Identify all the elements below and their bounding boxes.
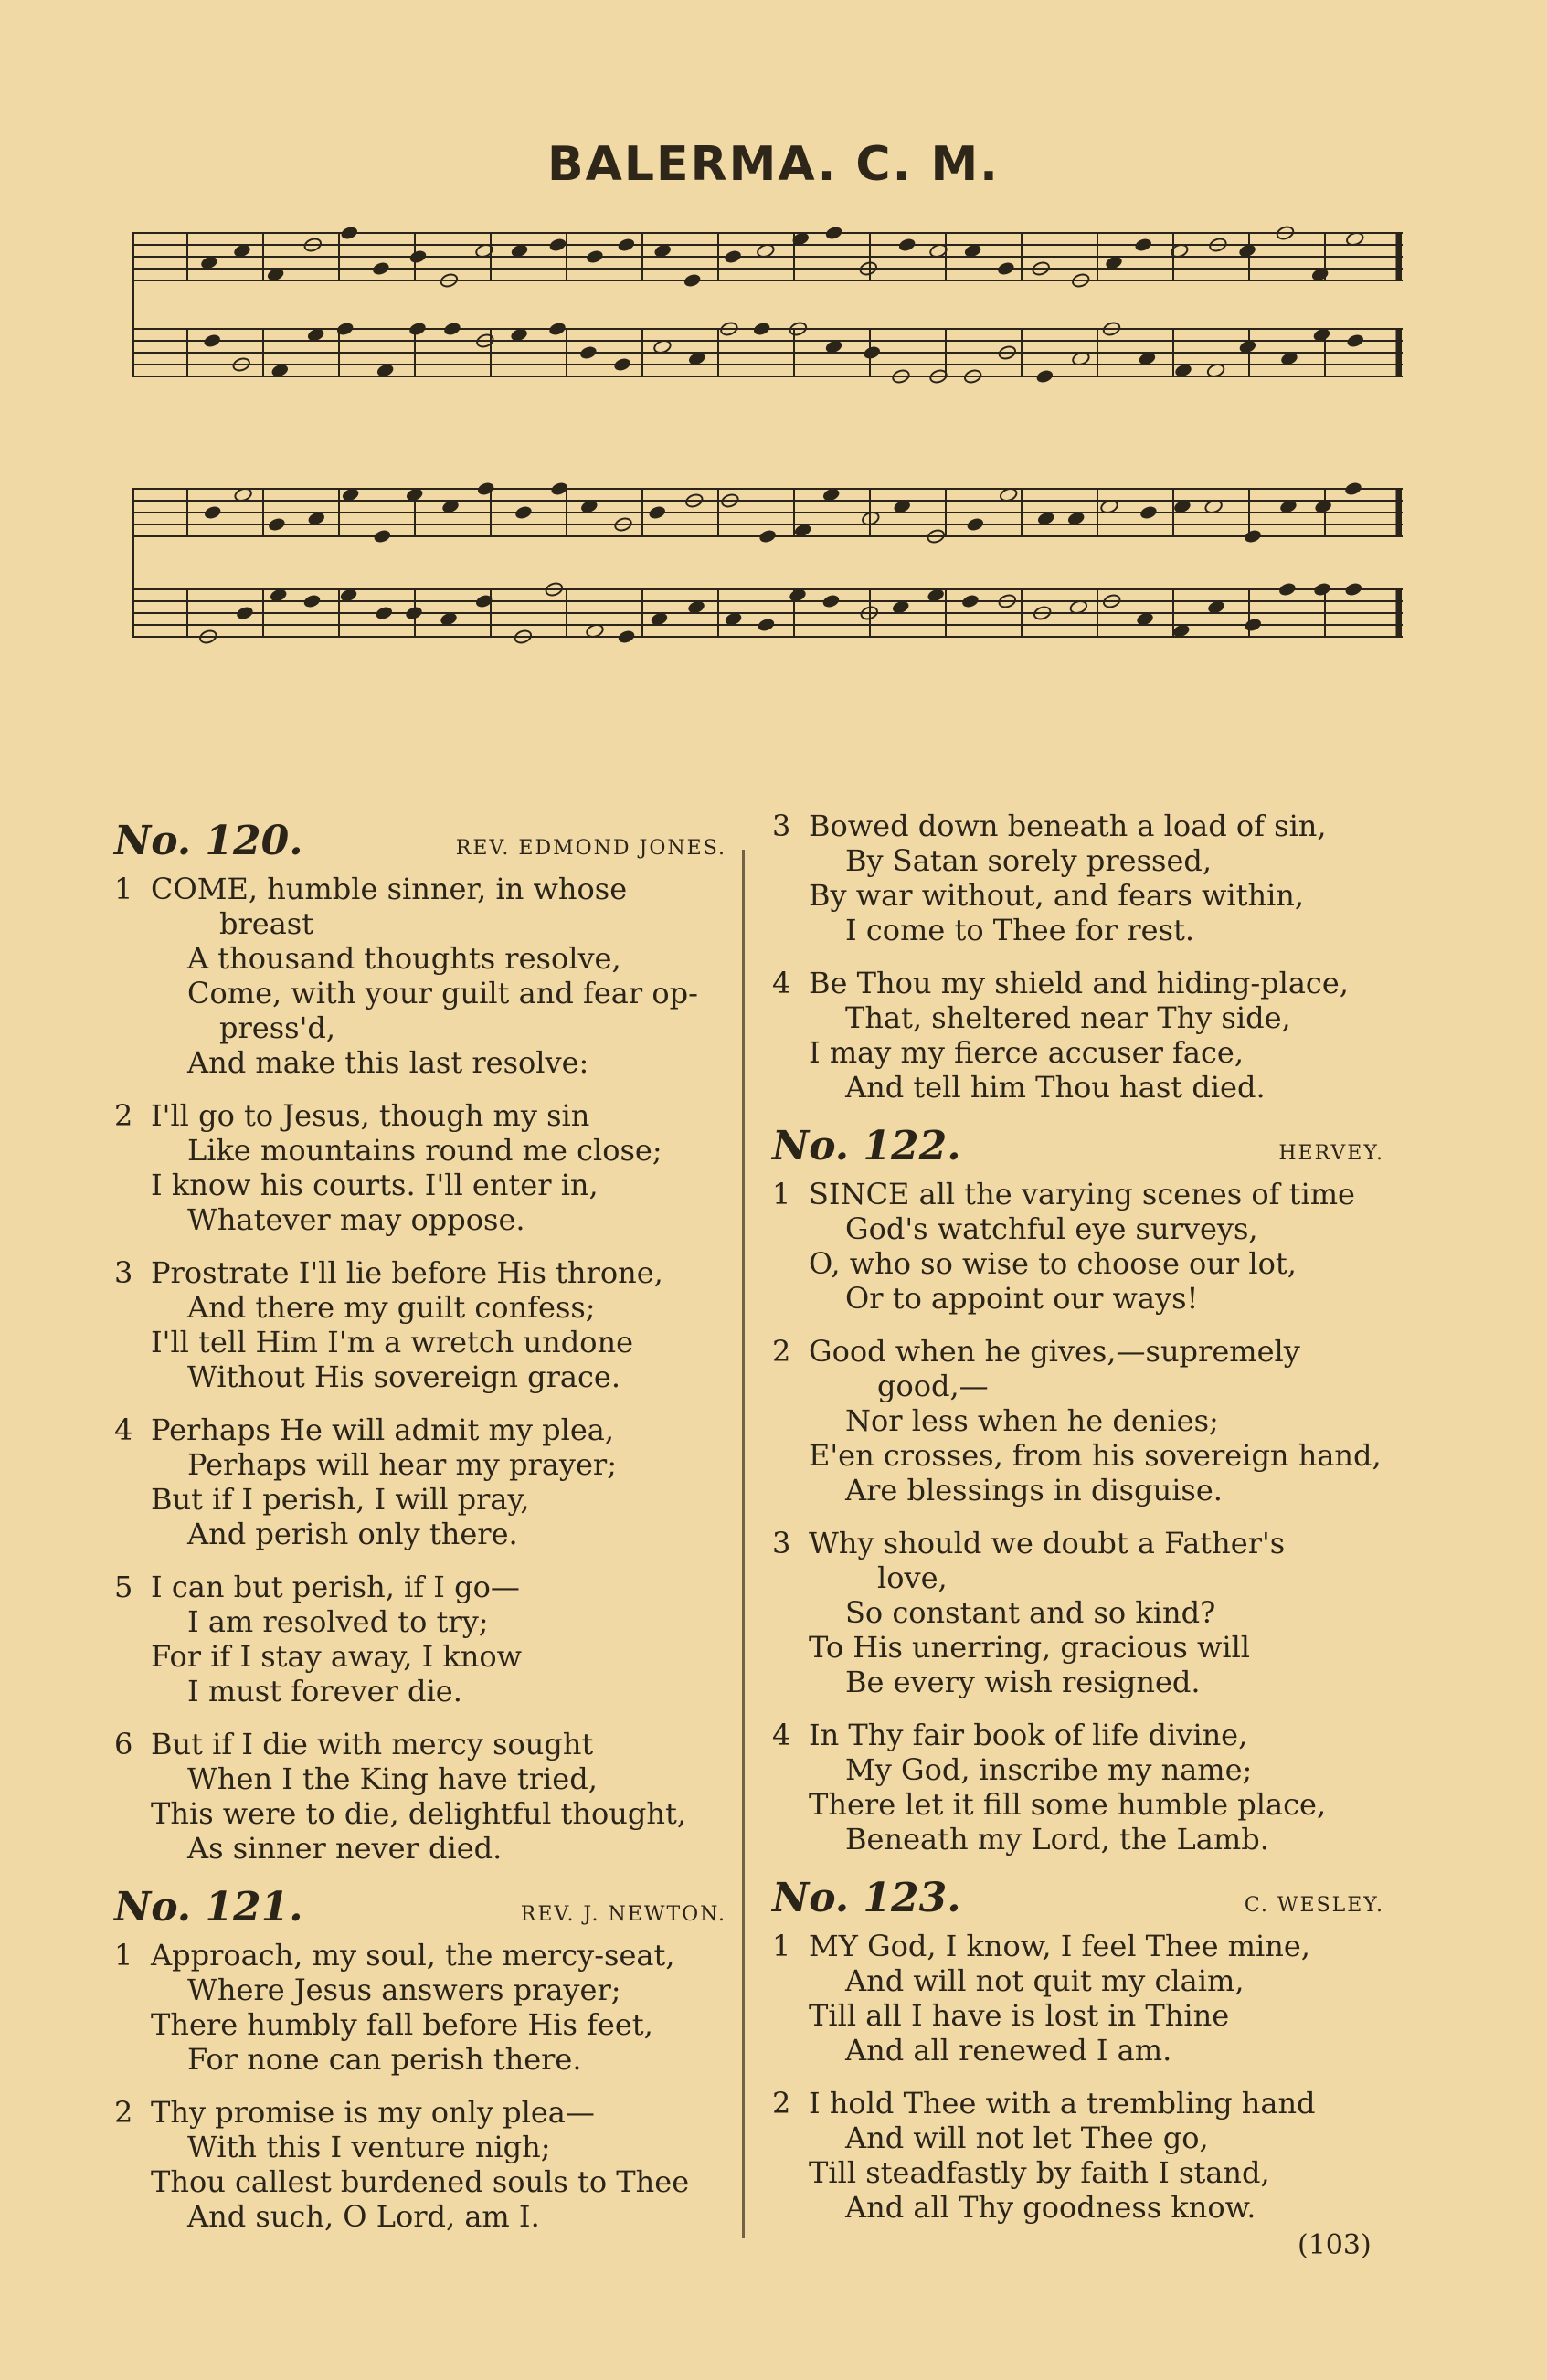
verse-number: 4 xyxy=(772,966,791,1000)
verse-line: Come, with your guilt and fear op- xyxy=(187,976,698,1010)
verse xyxy=(772,1718,1403,1856)
verse-line: I come to Thee for rest. xyxy=(845,913,1195,947)
hymn-author: C. WESLEY. xyxy=(1244,1894,1384,1917)
verse-line: Till all I have is lost in Thine xyxy=(809,1998,1230,2033)
verse-line: good,— xyxy=(877,1369,989,1403)
verse-line: Why should we doubt a Father's xyxy=(809,1526,1286,1560)
verse-line: Are blessings in disguise. xyxy=(845,1473,1223,1507)
verse-line: O, who so wise to choose our lot, xyxy=(809,1246,1297,1281)
verse-line: COME, humble sinner, in whose xyxy=(151,872,628,906)
verse-number: 1 xyxy=(114,872,133,906)
verse-line: I must forever die. xyxy=(187,1674,462,1708)
verse-line: And tell him Thou hast died. xyxy=(845,1070,1266,1105)
verse-line: But if I die with mercy sought xyxy=(151,1727,594,1761)
verse xyxy=(114,1938,745,2077)
verse-line: Prostrate I'll lie before His throne, xyxy=(151,1255,663,1290)
verse-line: I'll go to Jesus, though my sin xyxy=(151,1098,590,1133)
verse-line: There let it fill some humble place, xyxy=(809,1787,1327,1822)
verse-number: 2 xyxy=(772,1334,791,1369)
column-divider xyxy=(742,850,745,2238)
hymn-number: No. 123. xyxy=(772,1875,961,1921)
hymn-header xyxy=(772,1875,1403,1921)
verse-line: SINCE all the varying scenes of time xyxy=(809,1177,1355,1211)
verse-line: And will not let Thee go, xyxy=(845,2121,1209,2155)
right-column xyxy=(772,809,1403,2243)
verse xyxy=(114,1727,745,1866)
verse-number: 6 xyxy=(114,1727,133,1761)
verse xyxy=(772,809,1403,947)
verse-line: My God, inscribe my name; xyxy=(845,1752,1253,1787)
verse-line: There humbly fall before His feet, xyxy=(151,2007,653,2042)
verse-line: God's watchful eye surveys, xyxy=(845,1211,1258,1246)
verse-line: breast xyxy=(219,906,314,941)
hymn-number: No. 120. xyxy=(114,818,303,864)
tune-title: BALERMA. C. M. xyxy=(547,137,1000,192)
verse-line: Like mountains round me close; xyxy=(187,1133,662,1168)
verse xyxy=(114,872,745,1080)
verse-line: Approach, my soul, the mercy-seat, xyxy=(151,1938,675,1973)
verse-line: To His unerring, gracious will xyxy=(809,1630,1251,1665)
verse-line: I can but perish, if I go— xyxy=(151,1570,520,1604)
verse-line: I am resolved to try; xyxy=(187,1604,489,1639)
hymn-number: No. 122. xyxy=(772,1123,961,1169)
verse-line: Or to appoint our ways! xyxy=(845,1281,1199,1316)
verse-line: But if I perish, I will pray, xyxy=(151,1482,530,1517)
verse-line: By Satan sorely pressed, xyxy=(845,843,1213,878)
verse-number: 3 xyxy=(114,1255,133,1290)
verse-number: 5 xyxy=(114,1570,133,1604)
verse xyxy=(772,1334,1403,1507)
verse-line: press'd, xyxy=(219,1010,336,1045)
verse-line: And all renewed I am. xyxy=(845,2033,1172,2068)
verse-line: For none can perish there. xyxy=(187,2042,582,2077)
verse-line: Till steadfastly by faith I stand, xyxy=(809,2155,1270,2190)
hymn-header xyxy=(772,1123,1403,1169)
verse xyxy=(772,2086,1403,2225)
verse-line: E'en crosses, from his sovereign hand, xyxy=(809,1438,1382,1473)
verse-number: 1 xyxy=(772,1177,791,1211)
verse-line: Whatever may oppose. xyxy=(187,1202,525,1237)
verse-line: Perhaps He will admit my plea, xyxy=(151,1412,615,1447)
verse-line: MY God, I know, I feel Thee mine, xyxy=(809,1929,1310,1963)
verse-line: I may my fierce accuser face, xyxy=(809,1035,1244,1070)
verse-line: Beneath my Lord, the Lamb. xyxy=(845,1822,1269,1856)
verse-line: Bowed down beneath a load of sin, xyxy=(809,809,1327,843)
verse xyxy=(114,1255,745,1394)
verse-number: 3 xyxy=(772,1526,791,1560)
verse-line: Where Jesus answers prayer; xyxy=(187,1973,621,2007)
verse-line: This were to die, delightful thought, xyxy=(151,1796,686,1831)
verse-line: Perhaps will hear my prayer; xyxy=(187,1447,617,1482)
hymn-author: REV. EDMOND JONES. xyxy=(455,837,726,860)
verse-number: 2 xyxy=(772,2086,791,2121)
page-number: (103) xyxy=(1298,2229,1372,2261)
verse xyxy=(114,1412,745,1551)
verse-line: And make this last resolve: xyxy=(187,1045,589,1080)
verse-number: 4 xyxy=(114,1412,133,1447)
verse xyxy=(772,966,1403,1105)
verse xyxy=(114,1098,745,1237)
verse-line: Thou callest burdened souls to Thee xyxy=(151,2164,690,2199)
verse-line: And there my guilt confess; xyxy=(187,1290,596,1325)
verse-line: That, sheltered near Thy side, xyxy=(845,1000,1291,1035)
verse-number: 2 xyxy=(114,1098,133,1133)
verse-line: And perish only there. xyxy=(187,1517,518,1551)
hymn-header xyxy=(114,818,745,864)
verse-line: With this I venture nigh; xyxy=(187,2130,551,2164)
verse-line: I hold Thee with a trembling hand xyxy=(809,2086,1316,2121)
verse xyxy=(772,1526,1403,1699)
verse-line: Thy promise is my only plea— xyxy=(151,2095,595,2130)
verse-line: And all Thy goodness know. xyxy=(845,2190,1256,2225)
verse-line: Be every wish resigned. xyxy=(845,1665,1201,1699)
verse-line: Good when he gives,—supremely xyxy=(809,1334,1300,1369)
verse-line: love, xyxy=(877,1560,948,1595)
verse-line: A thousand thoughts resolve, xyxy=(187,941,621,976)
verse-line: In Thy fair book of life divine, xyxy=(809,1718,1248,1752)
verse-line: Nor less when he denies; xyxy=(845,1403,1219,1438)
verse-line: Without His sovereign grace. xyxy=(187,1359,620,1394)
hymn-author: REV. J. NEWTON. xyxy=(520,1903,726,1926)
verse xyxy=(114,1570,745,1708)
verse-number: 3 xyxy=(772,809,791,843)
verse-line: When I the King have tried, xyxy=(187,1761,598,1796)
verse xyxy=(772,1929,1403,2068)
verse-line: For if I stay away, I know xyxy=(151,1639,523,1674)
verse xyxy=(772,1177,1403,1316)
music-score xyxy=(132,196,1430,772)
hymn-author: HERVEY. xyxy=(1278,1142,1384,1165)
verse-number: 1 xyxy=(114,1938,133,1973)
verse-line: As sinner never died. xyxy=(187,1831,503,1866)
verse-line: So constant and so kind? xyxy=(845,1595,1216,1630)
verse-line: I know his courts. I'll enter in, xyxy=(151,1168,599,1202)
verse-number: 2 xyxy=(114,2095,133,2130)
verse-number: 4 xyxy=(772,1718,791,1752)
verse-line: Be Thou my shield and hiding-place, xyxy=(809,966,1349,1000)
verse-line: By war without, and fears within, xyxy=(809,878,1305,913)
left-column xyxy=(114,809,745,2252)
hymn-number: No. 121. xyxy=(114,1884,303,1930)
verse-line: And such, O Lord, am I. xyxy=(187,2199,540,2234)
verse-line: And will not quit my claim, xyxy=(845,1963,1245,1998)
verse-line: I'll tell Him I'm a wretch undone xyxy=(151,1325,634,1359)
verse-number: 1 xyxy=(772,1929,791,1963)
verse xyxy=(114,2095,745,2234)
hymn-header xyxy=(114,1884,745,1930)
